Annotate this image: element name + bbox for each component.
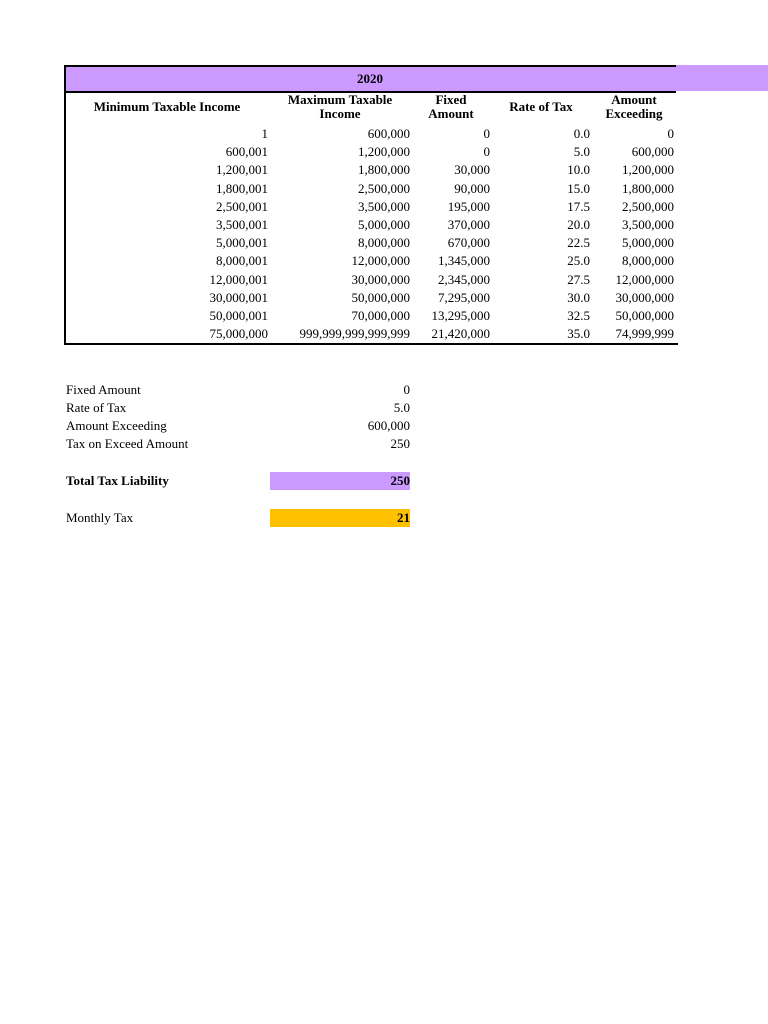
cell-min-income[interactable]: 1 bbox=[261, 126, 268, 141]
header-fixed-amount[interactable]: Fixed Amount bbox=[428, 92, 474, 121]
cell-rate-of-tax[interactable]: 17.5 bbox=[567, 198, 590, 214]
cell-fixed-amount[interactable]: 370,000 bbox=[447, 217, 490, 232]
cell-min-income[interactable]: 2,500,001 bbox=[216, 198, 268, 214]
year-header-label[interactable]: 2020 bbox=[357, 71, 383, 86]
total-tax-liability-label[interactable]: Total Tax Liability bbox=[66, 473, 169, 488]
cell-fixed-amount[interactable]: 0 bbox=[483, 126, 490, 141]
rate-of-tax-label[interactable]: Rate of Tax bbox=[66, 400, 127, 415]
cell-min-income[interactable]: 5,000,001 bbox=[216, 235, 268, 251]
cell-fixed-amount[interactable]: 2,345,000 bbox=[438, 271, 490, 287]
cell-rate-of-tax[interactable]: 5.0 bbox=[573, 144, 590, 160]
cell-fixed-amount[interactable]: 1,345,000 bbox=[438, 253, 490, 269]
cell-fixed-amount[interactable]: 13,295,000 bbox=[431, 308, 490, 323]
cell-amount-exceeding[interactable]: 600,000 bbox=[631, 144, 674, 160]
header-min-taxable-income[interactable]: Minimum Taxable Income bbox=[93, 99, 241, 114]
monthly-tax-label[interactable]: Monthly Tax bbox=[66, 510, 134, 525]
cell-max-income[interactable]: 2,500,000 bbox=[358, 180, 410, 196]
cell-fixed-amount[interactable]: 21,420,000 bbox=[431, 326, 490, 342]
cell-rate-of-tax[interactable]: 30.0 bbox=[567, 289, 590, 305]
amount-exceeding-label[interactable]: Amount Exceeding bbox=[66, 418, 167, 433]
cell-rate-of-tax[interactable]: 27.5 bbox=[567, 271, 590, 287]
cell-max-income[interactable]: 8,000,000 bbox=[358, 235, 410, 251]
fixed-amount-label[interactable]: Fixed Amount bbox=[66, 382, 141, 397]
cell-rate-of-tax[interactable]: 0.0 bbox=[573, 126, 590, 141]
cell-min-income[interactable]: 1,800,001 bbox=[216, 180, 268, 196]
total-tax-liability-value[interactable]: 250 bbox=[270, 472, 410, 490]
cell-rate-of-tax[interactable]: 35.0 bbox=[567, 326, 590, 342]
cell-fixed-amount[interactable]: 7,295,000 bbox=[438, 289, 490, 305]
monthly-tax-value[interactable]: 21 bbox=[270, 509, 410, 527]
cell-fixed-amount[interactable]: 670,000 bbox=[447, 235, 490, 251]
cell-min-income[interactable]: 75,000,000 bbox=[209, 326, 268, 342]
cell-amount-exceeding[interactable]: 1,200,000 bbox=[622, 162, 674, 178]
cell-max-income[interactable]: 1,800,000 bbox=[358, 162, 410, 178]
cell-rate-of-tax[interactable]: 20.0 bbox=[567, 217, 590, 232]
rate-of-tax-value[interactable]: 5.0 bbox=[393, 400, 410, 415]
cell-min-income[interactable]: 3,500,001 bbox=[216, 217, 268, 232]
cell-amount-exceeding[interactable]: 1,800,000 bbox=[622, 180, 674, 196]
cell-max-income[interactable]: 3,500,000 bbox=[358, 198, 410, 214]
tax-on-exceed-value[interactable]: 250 bbox=[390, 436, 410, 451]
cell-max-income[interactable]: 5,000,000 bbox=[358, 217, 410, 232]
amount-exceeding-value[interactable]: 600,000 bbox=[367, 418, 410, 433]
cell-amount-exceeding[interactable]: 30,000,000 bbox=[615, 289, 674, 305]
header-amount-exceeding[interactable]: Amount Exceeding bbox=[605, 92, 663, 121]
cell-rate-of-tax[interactable]: 22.5 bbox=[567, 235, 590, 251]
cell-amount-exceeding[interactable]: 5,000,000 bbox=[622, 235, 674, 251]
cell-max-income[interactable]: 30,000,000 bbox=[351, 271, 410, 287]
cell-max-income[interactable]: 1,200,000 bbox=[358, 144, 410, 160]
cell-amount-exceeding[interactable]: 12,000,000 bbox=[615, 271, 674, 287]
cell-max-income[interactable]: 600,000 bbox=[367, 126, 410, 141]
cell-fixed-amount[interactable]: 30,000 bbox=[454, 162, 490, 178]
cell-max-income[interactable]: 50,000,000 bbox=[351, 289, 410, 305]
cell-amount-exceeding[interactable]: 3,500,000 bbox=[622, 217, 674, 232]
cell-min-income[interactable]: 50,000,001 bbox=[209, 308, 268, 323]
cell-min-income[interactable]: 1,200,001 bbox=[216, 162, 268, 178]
cell-min-income[interactable]: 30,000,001 bbox=[209, 289, 268, 305]
cell-fixed-amount[interactable]: 90,000 bbox=[454, 180, 490, 196]
tax-on-exceed-label[interactable]: Tax on Exceed Amount bbox=[66, 436, 189, 451]
cell-amount-exceeding[interactable]: 50,000,000 bbox=[615, 308, 674, 323]
header-max-taxable-income[interactable]: Maximum Taxable Income bbox=[287, 92, 393, 121]
cell-amount-exceeding[interactable]: 74,999,999 bbox=[615, 326, 674, 342]
cell-fixed-amount[interactable]: 0 bbox=[483, 144, 490, 160]
fixed-amount-value[interactable]: 0 bbox=[403, 382, 410, 397]
cell-rate-of-tax[interactable]: 10.0 bbox=[567, 162, 590, 178]
cell-fixed-amount[interactable]: 195,000 bbox=[447, 198, 490, 214]
cell-rate-of-tax[interactable]: 25.0 bbox=[567, 253, 590, 269]
cell-max-income[interactable]: 12,000,000 bbox=[351, 253, 410, 269]
cell-rate-of-tax[interactable]: 32.5 bbox=[567, 308, 590, 323]
cell-min-income[interactable]: 12,000,001 bbox=[209, 271, 268, 287]
cell-amount-exceeding[interactable]: 2,500,000 bbox=[622, 198, 674, 214]
cell-max-income[interactable]: 999,999,999,999,999 bbox=[299, 326, 410, 342]
cell-rate-of-tax[interactable]: 15.0 bbox=[567, 180, 590, 196]
cell-min-income[interactable]: 600,001 bbox=[225, 144, 268, 160]
cell-amount-exceeding[interactable]: 0 bbox=[667, 126, 674, 141]
cell-min-income[interactable]: 8,000,001 bbox=[216, 253, 268, 269]
cell-amount-exceeding[interactable]: 8,000,000 bbox=[622, 253, 674, 269]
cell-max-income[interactable]: 70,000,000 bbox=[351, 308, 410, 323]
header-rate-of-tax[interactable]: Rate of Tax bbox=[509, 99, 573, 114]
